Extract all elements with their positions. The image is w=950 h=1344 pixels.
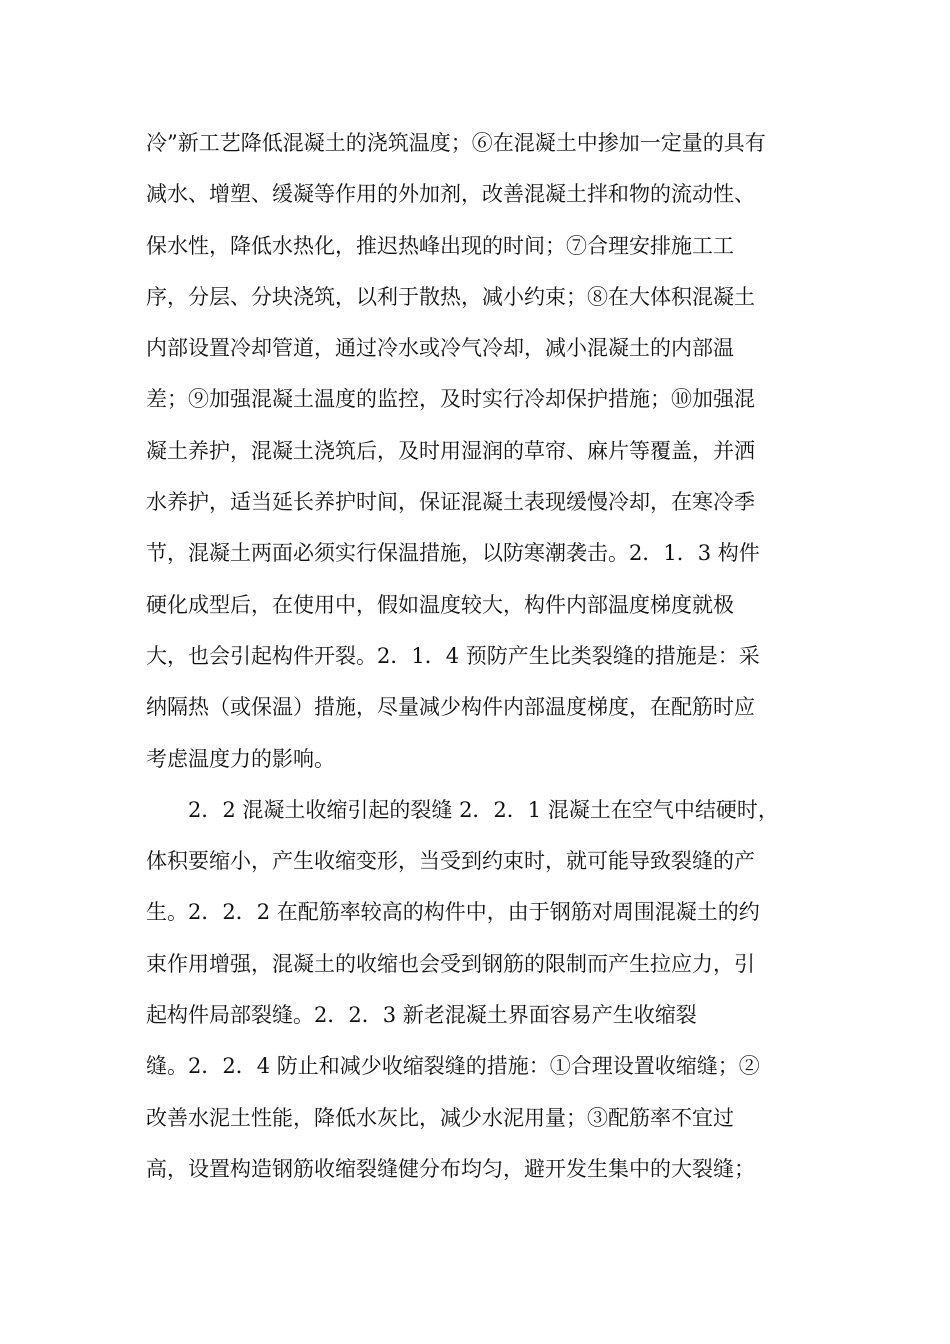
text-line: 凝土养护，混凝土浇筑后，及时用湿润的草帘、麻片等覆盖，并洒 bbox=[146, 438, 755, 463]
text-line: 改善水泥土性能，降低水灰比，减少水泥用量；③配筋率不宜过 bbox=[146, 1105, 734, 1130]
text-line: 起构件局部裂缝。2．2．3 新老混凝土界面容易产生收缩裂 bbox=[146, 1003, 697, 1028]
text-line: 体积要缩小，产生收缩变形，当受到约束时，就可能导致裂缝的产 bbox=[146, 849, 755, 874]
text-line: 高，设置构造钢筋收缩裂缝健分布均匀，避开发生集中的大裂缝； bbox=[146, 1156, 755, 1181]
text-line: 序，分层、分块浇筑，以利于散热，减小约束；⑧在大体积混凝土 bbox=[146, 284, 755, 309]
text-line: 差；⑨加强混凝土温度的监控，及时实行冷却保护措施；⑩加强混 bbox=[146, 387, 755, 412]
text-line: 大，也会引起构件开裂。2．1．4 预防产生比类裂缝的措施是：采 bbox=[146, 643, 760, 668]
text-line: 减水、增塑、缓凝等作用的外加剂，改善混凝土拌和物的流动性、 bbox=[146, 182, 755, 207]
text-line: 硬化成型后，在使用中，假如温度较大，构件内部温度梯度就极 bbox=[146, 592, 734, 617]
text-line: 缝。2．2．4 防止和减少收缩裂缝的措施：①合理设置收缩缝；② bbox=[146, 1054, 760, 1079]
text-line: 冷”新工艺降低混凝土的浇筑温度；⑥在混凝土中掺加一定量的具有 bbox=[146, 131, 766, 155]
text-line: 节，混凝土两面必须实行保温措施，以防寒潮袭击。2．1．3 构件 bbox=[146, 541, 760, 566]
text-line: 生。2．2．2 在配筋率较高的构件中，由于钢筋对周围混凝土的约 bbox=[146, 900, 760, 925]
text-line-first: 2．2 混凝土收缩引起的裂缝 2．2．1 混凝土在空气中结硬时， bbox=[188, 797, 779, 822]
text-line: 纳隔热（或保温）措施，尽量减少构件内部温度梯度，在配筋时应 bbox=[146, 695, 755, 720]
text-line: 内部设置冷却管道，通过冷水或冷气冷却，减小混凝土的内部温 bbox=[146, 336, 734, 361]
text-line: 水养护，适当延长养护时间，保证混凝土表现缓慢冷却，在寒冷季 bbox=[146, 490, 755, 515]
text-line: 考虑温度力的影响。 bbox=[146, 746, 335, 771]
paragraph-temperature-measures bbox=[146, 118, 806, 785]
body-text bbox=[146, 118, 806, 1195]
paragraph-shrinkage-cracks bbox=[146, 785, 806, 1195]
text-line: 束作用增强，混凝土的收缩也会受到钢筋的限制而产生拉应力，引 bbox=[146, 951, 755, 976]
text-line: 保水性，降低水热化，推迟热峰出现的时间；⑦合理安排施工工 bbox=[146, 233, 734, 258]
